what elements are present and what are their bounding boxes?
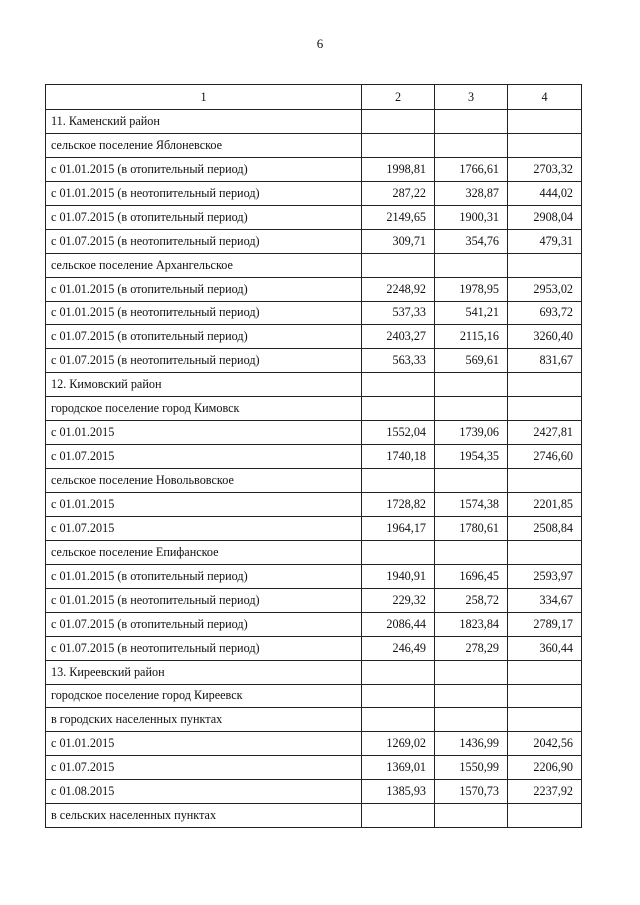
table-row [46,469,582,493]
value-cell: 1823,84 [435,612,508,636]
row-label: с 01.08.2015 [46,780,362,804]
table-row [46,277,582,301]
table-row [46,301,582,325]
value-cell: 2042,56 [508,732,582,756]
value-cell [508,660,582,684]
row-label: с 01.07.2015 [46,445,362,469]
table-row [46,133,582,157]
table-row [46,708,582,732]
table-row [46,181,582,205]
value-cell: 1269,02 [362,732,435,756]
table-row [46,110,582,134]
table-row [46,684,582,708]
value-cell: 1369,01 [362,756,435,780]
value-cell [435,804,508,828]
row-label: с 01.07.2015 (в неотопительный период) [46,229,362,253]
row-label: сельское поселение Новольвовское [46,469,362,493]
table-row [46,588,582,612]
table-row [46,540,582,564]
table-row [46,229,582,253]
row-label: с 01.07.2015 (в отопительный период) [46,325,362,349]
value-cell: 479,31 [508,229,582,253]
row-label: сельское поселение Епифанское [46,540,362,564]
table-row [46,421,582,445]
value-cell: 1552,04 [362,421,435,445]
value-cell: 258,72 [435,588,508,612]
row-label: с 01.07.2015 (в отопительный период) [46,612,362,636]
value-cell: 2508,84 [508,516,582,540]
value-cell [435,469,508,493]
value-cell [362,373,435,397]
page-number: 6 [316,36,324,51]
table-row [46,804,582,828]
column-header: 3 [435,85,508,110]
row-label: с 01.07.2015 (в неотопительный период) [46,636,362,660]
value-cell: 1766,61 [435,157,508,181]
value-cell [362,133,435,157]
table-row [46,756,582,780]
row-label: в городских населенных пунктах [46,708,362,732]
value-cell [362,253,435,277]
table-row [46,325,582,349]
row-label: с 01.01.2015 (в неотопительный период) [46,588,362,612]
row-label: с 01.01.2015 (в отопительный период) [46,277,362,301]
value-cell [435,684,508,708]
row-label: сельское поселение Яблоневское [46,133,362,157]
value-cell [435,397,508,421]
table-row [46,732,582,756]
table-row [46,612,582,636]
column-header: 2 [362,85,435,110]
value-cell: 563,33 [362,349,435,373]
value-cell: 2403,27 [362,325,435,349]
value-cell: 360,44 [508,636,582,660]
value-cell: 569,61 [435,349,508,373]
value-cell [508,397,582,421]
value-cell: 287,22 [362,181,435,205]
value-cell [508,373,582,397]
row-label: с 01.01.2015 (в отопительный период) [46,564,362,588]
value-cell [362,397,435,421]
value-cell [435,660,508,684]
value-cell [435,133,508,157]
value-cell: 2427,81 [508,421,582,445]
column-header: 4 [508,85,582,110]
row-label: сельское поселение Архангельское [46,253,362,277]
value-cell: 2248,92 [362,277,435,301]
tariff-table [45,84,582,828]
value-cell: 1978,95 [435,277,508,301]
value-cell: 2703,32 [508,157,582,181]
value-cell [508,540,582,564]
value-cell: 537,33 [362,301,435,325]
table-row [46,780,582,804]
column-header: 1 [46,85,362,110]
table-row [46,157,582,181]
value-cell [362,804,435,828]
value-cell: 2115,16 [435,325,508,349]
table-row [46,493,582,517]
value-cell: 1574,38 [435,493,508,517]
value-cell: 2908,04 [508,205,582,229]
row-label: с 01.07.2015 (в неотопительный период) [46,349,362,373]
row-label: с 01.01.2015 (в неотопительный период) [46,181,362,205]
row-label: 12. Кимовский район [46,373,362,397]
row-label: 13. Киреевский район [46,660,362,684]
value-cell: 1900,31 [435,205,508,229]
value-cell: 831,67 [508,349,582,373]
value-cell: 444,02 [508,181,582,205]
value-cell: 334,67 [508,588,582,612]
value-cell: 1550,99 [435,756,508,780]
value-cell [508,804,582,828]
value-cell [362,684,435,708]
value-cell: 1964,17 [362,516,435,540]
table-header-row [46,85,582,110]
value-cell: 693,72 [508,301,582,325]
table-row [46,253,582,277]
value-cell: 2206,90 [508,756,582,780]
value-cell: 1780,61 [435,516,508,540]
value-cell [435,110,508,134]
row-label: с 01.01.2015 [46,421,362,445]
value-cell: 328,87 [435,181,508,205]
value-cell: 541,21 [435,301,508,325]
value-cell [508,110,582,134]
value-cell: 1436,99 [435,732,508,756]
table-row [46,397,582,421]
row-label: с 01.07.2015 (в отопительный период) [46,205,362,229]
value-cell [362,540,435,564]
table-row [46,636,582,660]
row-label: городское поселение город Кимовск [46,397,362,421]
value-cell: 1385,93 [362,780,435,804]
value-cell [435,540,508,564]
value-cell: 1739,06 [435,421,508,445]
value-cell [362,110,435,134]
value-cell [435,253,508,277]
value-cell [362,708,435,732]
value-cell: 1954,35 [435,445,508,469]
value-cell: 1696,45 [435,564,508,588]
value-cell: 309,71 [362,229,435,253]
value-cell: 3260,40 [508,325,582,349]
value-cell: 2149,65 [362,205,435,229]
value-cell: 278,29 [435,636,508,660]
value-cell: 1740,18 [362,445,435,469]
value-cell: 2201,85 [508,493,582,517]
row-label: с 01.07.2015 [46,516,362,540]
row-label: с 01.01.2015 (в неотопительный период) [46,301,362,325]
row-label: с 01.07.2015 [46,756,362,780]
value-cell: 229,32 [362,588,435,612]
value-cell [362,660,435,684]
row-label: с 01.01.2015 (в отопительный период) [46,157,362,181]
value-cell: 354,76 [435,229,508,253]
value-cell [435,708,508,732]
value-cell [508,253,582,277]
table-row [46,205,582,229]
table-row [46,445,582,469]
row-label: в сельских населенных пунктах [46,804,362,828]
value-cell [508,684,582,708]
value-cell [508,133,582,157]
value-cell [508,469,582,493]
value-cell: 246,49 [362,636,435,660]
value-cell: 2746,60 [508,445,582,469]
table-row [46,373,582,397]
value-cell: 1998,81 [362,157,435,181]
value-cell [508,708,582,732]
table-row [46,349,582,373]
row-label: городское поселение город Киреевск [46,684,362,708]
table-row [46,564,582,588]
value-cell: 2789,17 [508,612,582,636]
table-row [46,516,582,540]
value-cell [435,373,508,397]
value-cell [362,469,435,493]
value-cell: 2086,44 [362,612,435,636]
table-row [46,660,582,684]
value-cell: 2593,97 [508,564,582,588]
value-cell: 2953,02 [508,277,582,301]
row-label: 11. Каменский район [46,110,362,134]
value-cell: 2237,92 [508,780,582,804]
value-cell: 1728,82 [362,493,435,517]
value-cell: 1570,73 [435,780,508,804]
value-cell: 1940,91 [362,564,435,588]
row-label: с 01.01.2015 [46,493,362,517]
row-label: с 01.01.2015 [46,732,362,756]
